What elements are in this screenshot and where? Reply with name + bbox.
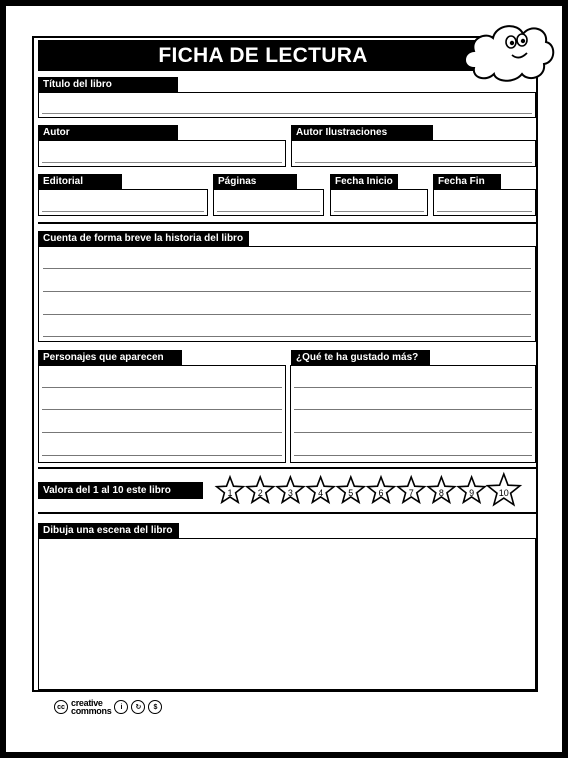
star-label-3: 3 (287, 488, 293, 498)
label-dibuja: Dibuja una escena del libro (38, 523, 179, 538)
label-paginas: Páginas (213, 174, 297, 189)
star-label-4: 4 (318, 488, 324, 498)
writing-line (294, 455, 532, 456)
fecha-fin-field[interactable] (433, 189, 536, 216)
writing-line (43, 336, 531, 337)
writing-line (42, 387, 282, 388)
historia-box[interactable] (38, 246, 536, 342)
creative-commons-badge (54, 698, 162, 716)
non-commercial-icon: $ (148, 700, 162, 714)
writing-line (42, 455, 282, 456)
writing-line (294, 387, 532, 388)
label-fecha-fin: Fecha Fin (433, 174, 501, 189)
star-label-8: 8 (438, 488, 444, 498)
titulo-field[interactable] (38, 92, 536, 118)
dibuja-box[interactable] (38, 538, 536, 690)
label-autor: Autor (38, 125, 178, 140)
cc-text-line2: commons (71, 706, 112, 716)
writing-line (42, 432, 282, 433)
label-historia: Cuenta de forma breve la historia del libro (38, 231, 249, 246)
gustado-box[interactable] (290, 365, 536, 463)
autor-field[interactable] (38, 140, 286, 167)
section-divider (38, 467, 536, 469)
share-alike-icon: ↻ (131, 700, 145, 714)
label-titulo: Título del libro (38, 77, 178, 92)
section-divider (38, 512, 536, 514)
personajes-box[interactable] (38, 365, 286, 463)
attribution-icon: i (114, 700, 128, 714)
star-label-1: 1 (227, 488, 233, 498)
writing-line (43, 314, 531, 315)
star-label-5: 5 (348, 488, 354, 498)
label-editorial: Editorial (38, 174, 122, 189)
star-label-10: 10 (498, 488, 509, 498)
label-gustado: ¿Qué te ha gustado más? (291, 350, 430, 365)
label-ilustraciones: Autor Ilustraciones (291, 125, 433, 140)
writing-line (42, 409, 282, 410)
ilustraciones-field[interactable] (291, 140, 536, 167)
fecha-inicio-field[interactable] (330, 189, 428, 216)
paginas-field[interactable] (213, 189, 324, 216)
writing-line (294, 432, 532, 433)
star-label-9: 9 (469, 488, 475, 498)
cc-icon: cc (54, 700, 68, 714)
star-label-6: 6 (378, 488, 384, 498)
star-label-2: 2 (257, 488, 263, 498)
rating-stars (210, 470, 536, 510)
writing-line (43, 291, 531, 292)
label-personajes: Personajes que aparecen (38, 350, 182, 365)
writing-line (43, 268, 531, 269)
star-label-7: 7 (408, 488, 414, 498)
page-title: FICHA DE LECTURA (38, 40, 488, 71)
writing-line (294, 409, 532, 410)
section-divider (38, 222, 536, 224)
cloud-mascot-icon (460, 18, 556, 86)
editorial-field[interactable] (38, 189, 208, 216)
cc-text-line1: creative (71, 698, 103, 708)
label-valora: Valora del 1 al 10 este libro (38, 482, 203, 499)
label-fecha-inicio: Fecha Inicio (330, 174, 398, 189)
